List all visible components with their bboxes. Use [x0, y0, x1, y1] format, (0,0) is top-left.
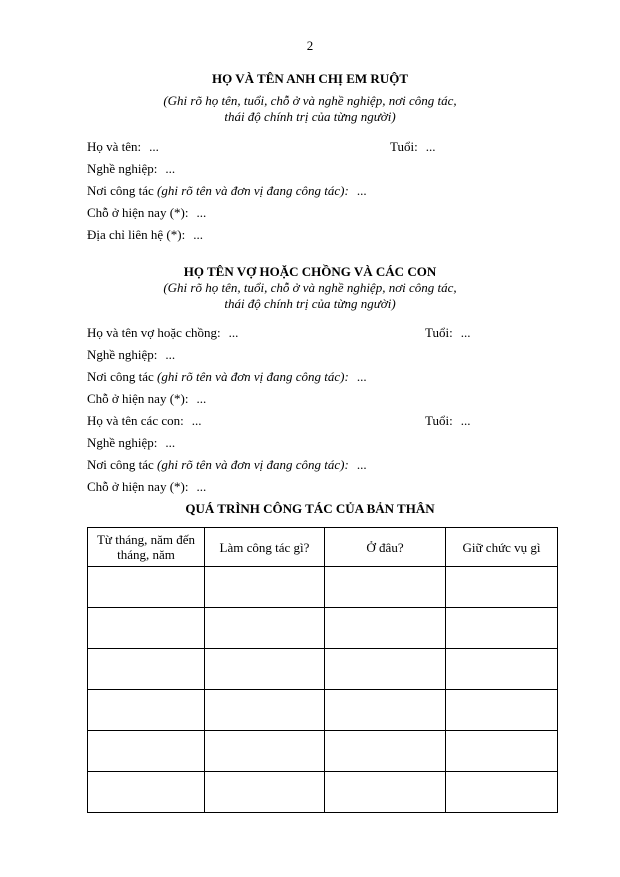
- sibling-job-value: ...: [165, 161, 176, 176]
- children-work-hint: (ghi rõ tên và đơn vị đang công tác):: [157, 457, 349, 472]
- siblings-title: HỌ VÀ TÊN ANH CHỊ EM RUỘT: [212, 71, 408, 86]
- children-age-row: [425, 413, 470, 429]
- children-job-row: [87, 435, 175, 451]
- table-cell[interactable]: [325, 567, 446, 608]
- children-work-label: Nơi công tác: [87, 457, 154, 472]
- spouse-name-row: [87, 325, 238, 341]
- spouse-residence-label: Chỗ ở hiện nay (*):: [87, 391, 189, 406]
- sibling-residence-row: [87, 205, 206, 221]
- children-job-value: ...: [165, 435, 176, 450]
- sibling-work-value: ...: [356, 183, 367, 198]
- table-cell[interactable]: [446, 608, 558, 649]
- spouse-age-row: [425, 325, 470, 341]
- sibling-work-row: [87, 183, 367, 199]
- spouse-job-row: [87, 347, 175, 363]
- spouse-children-note-line1: (Ghi rõ họ tên, tuổi, chỗ ở và nghề nghiệp, nơi công tác,: [163, 280, 457, 295]
- header-period: Từ tháng, năm đến tháng, năm: [88, 528, 205, 567]
- header-job: Làm công tác gì?: [205, 528, 325, 567]
- sibling-name-row: [87, 139, 159, 155]
- sibling-residence-label: Chỗ ở hiện nay (*):: [87, 205, 189, 220]
- table-cell[interactable]: [205, 731, 325, 772]
- spouse-work-label: Nơi công tác: [87, 369, 154, 384]
- spouse-job-label: Nghề nghiệp:: [87, 347, 158, 362]
- table-cell[interactable]: [446, 690, 558, 731]
- work-history-title: QUÁ TRÌNH CÔNG TÁC CỦA BẢN THÂN: [185, 501, 435, 516]
- table-cell[interactable]: [446, 731, 558, 772]
- sibling-work-label: Nơi công tác: [87, 183, 154, 198]
- sibling-work-hint: (ghi rõ tên và đơn vị đang công tác):: [157, 183, 349, 198]
- table-cell[interactable]: [88, 772, 205, 813]
- table-cell[interactable]: [205, 567, 325, 608]
- siblings-note-line2: thái độ chính trị của từng người): [224, 109, 396, 124]
- sibling-address-label: Địa chỉ liên hệ (*):: [87, 227, 186, 242]
- table-cell[interactable]: [446, 567, 558, 608]
- spouse-children-note-line2: thái độ chính trị của từng người): [224, 296, 396, 311]
- table-row: [88, 731, 558, 772]
- spouse-job-value: ...: [165, 347, 176, 362]
- table-cell[interactable]: [205, 608, 325, 649]
- table-row: [88, 649, 558, 690]
- sibling-residence-value: ...: [196, 205, 207, 220]
- children-name-label: Họ và tên các con:: [87, 413, 184, 428]
- children-job-label: Nghề nghiệp:: [87, 435, 158, 450]
- work-history-table: [87, 527, 558, 813]
- sibling-age-row: [390, 139, 435, 155]
- spouse-residence-value: ...: [196, 391, 207, 406]
- children-name-row: [87, 413, 201, 429]
- sibling-name-label: Họ và tên:: [87, 139, 142, 154]
- children-age-label: Tuổi:: [425, 413, 453, 428]
- sibling-address-value: ...: [193, 227, 203, 242]
- sibling-age-value: ...: [425, 139, 436, 154]
- table-cell[interactable]: [88, 690, 205, 731]
- children-residence-value: ...: [196, 479, 207, 494]
- children-work-value: ...: [356, 457, 367, 472]
- sibling-address-row: [87, 227, 203, 243]
- children-age-value: ...: [460, 413, 471, 428]
- children-name-value: ...: [191, 413, 202, 428]
- table-header-row: [88, 528, 558, 567]
- table-cell[interactable]: [88, 731, 205, 772]
- sibling-job-label: Nghề nghiệp:: [87, 161, 158, 176]
- table-row: [88, 608, 558, 649]
- siblings-note-line1: (Ghi rõ họ tên, tuổi, chỗ ở và nghề nghiệp, nơi công tác,: [163, 93, 457, 108]
- table-cell[interactable]: [325, 690, 446, 731]
- table-cell[interactable]: [205, 772, 325, 813]
- children-residence-label: Chỗ ở hiện nay (*):: [87, 479, 189, 494]
- spouse-name-value: ...: [228, 325, 239, 340]
- table-cell[interactable]: [325, 608, 446, 649]
- sibling-job-row: [87, 161, 175, 177]
- spouse-children-title: HỌ TÊN VỢ HOẶC CHỒNG VÀ CÁC CON: [183, 264, 437, 279]
- table-cell[interactable]: [88, 649, 205, 690]
- table-cell[interactable]: [88, 608, 205, 649]
- table-cell[interactable]: [205, 649, 325, 690]
- table-cell[interactable]: [446, 772, 558, 813]
- table-row: [88, 567, 558, 608]
- children-work-row: [87, 457, 367, 473]
- table-cell[interactable]: [325, 649, 446, 690]
- spouse-work-row: [87, 369, 367, 385]
- children-residence-row: [87, 479, 206, 495]
- table-cell[interactable]: [205, 690, 325, 731]
- spouse-name-label: Họ và tên vợ hoặc chồng:: [87, 325, 221, 340]
- spouse-work-hint: (ghi rõ tên và đơn vị đang công tác):: [157, 369, 349, 384]
- spouse-work-value: ...: [356, 369, 367, 384]
- table-cell[interactable]: [446, 649, 558, 690]
- sibling-age-label: Tuổi:: [390, 139, 418, 154]
- table-row: [88, 690, 558, 731]
- header-location: Ở đâu?: [325, 528, 446, 567]
- spouse-age-label: Tuổi:: [425, 325, 453, 340]
- table-cell[interactable]: [88, 567, 205, 608]
- header-position: Giữ chức vụ gì: [446, 528, 558, 567]
- page-number: 2: [306, 38, 314, 53]
- sibling-name-value: ...: [149, 139, 159, 154]
- spouse-age-value: ...: [460, 325, 471, 340]
- spouse-residence-row: [87, 391, 206, 407]
- table-row: [88, 772, 558, 813]
- table-cell[interactable]: [325, 731, 446, 772]
- table-cell[interactable]: [325, 772, 446, 813]
